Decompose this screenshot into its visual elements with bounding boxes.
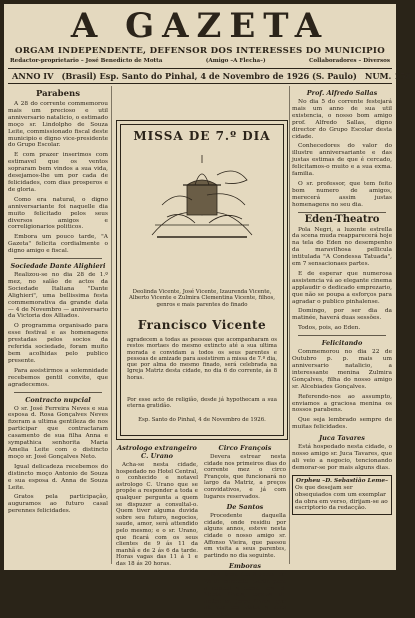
article-paragraph: Pelo trem das 8 horas, de 28 do corrente, partiu para a capital a exma. sra. d. Maria Gama, esposa do amigo sr. Jorge Gama, que ali vae em visita a seus parentes. <box>204 572 286 618</box>
newspaper-page <box>4 4 412 618</box>
funeral-thanks: Por esse acto de religião, desde já hypothecam a sua eterna gratidão. <box>127 397 277 410</box>
heading-santos: De Santos <box>226 503 264 512</box>
funeral-invitation: agradecem a todas as pessoas que acompanharam os restos mortaes do mesmo extincto até a sua ultima morada e convidam a todos os seus parentes e pessoas de amizade para assistirem a missa de 7.º dia, que por alma do mesmo finado, será celebrada na Igreja Matriz desta cidade, no dia 6 do corrente, ás 8 horas. <box>127 337 277 381</box>
article-paragraph: Igual delicadeza recebemos do distincto moço Antonio de Souza e sua esposa d. Anna de Souza Leite. <box>8 463 108 491</box>
issue-infobar <box>8 68 412 84</box>
article-paragraph: Gratos pela participação, auguramos ao futuro casal perennes felicidades. <box>8 494 108 515</box>
bottom-center-section <box>116 442 286 618</box>
article-paragraph: O sr. professor, que tem feito bom numero de amigos, merecerá assim justas homenagens no seu dia. <box>292 180 392 208</box>
heading-parabens: Parabens <box>36 89 80 99</box>
section-rule <box>14 392 102 393</box>
section-rule <box>298 335 386 336</box>
article-paragraph: Acha-se nesta cidade, hospedado no Hotel Central, o conhecido e notavel astrologo C. Urano que se propõe a responder a toda e qualquer pergunta a quem se dispuzer a consultal-o. Quem tiver alguma duvida sobre seu futuro, negocios, saude, amor, será attendido pelo mesmo; e o sr. Urano, que ficará com os seus clientes de 9 ás 11 da manhã e de 2 ás 6 da tarde. Horas vagas das 11 á 1 e das 18 ás 20 horas. <box>116 462 198 567</box>
issue-year: ANNO IV <box>12 71 54 81</box>
article-paragraph: Realizou-se no dia 28 de 1.º mez, no salão de actos da Sociedade Italiana "Dante Alighieri", uma bellissima festa commemorativa da grande data — 4 de Novembro — anniversario da Victoria dos Alliados. <box>8 272 108 320</box>
heading-felicitando: Felicitando <box>321 339 363 348</box>
credits-editor: Redactor-proprietario – José Benedicto de Motta <box>10 58 163 64</box>
column-divider <box>111 86 112 564</box>
issue-location-date: (Brasil) Esp. Santo do Pinhal, 4 de Novembro de 1926 (S. Paulo) <box>61 71 357 81</box>
heading-sociedade: Sociedade Dante Alighieri <box>10 262 106 271</box>
article-paragraph: Devera estrear nesta cidade nos primeiros dias do corrente mez o circo François, que funcionará no largo da Matriz, a preços convidativos, e já com lugares reservados. <box>204 454 286 500</box>
bottom-right-subcolumn <box>204 442 286 618</box>
newspaper-subtitle: ORGAM INDEPENDENTE, DEFENSOR DOS INTERESSES DO MUNICIPIO <box>14 46 386 56</box>
heading-circo: Circo François <box>218 444 272 452</box>
orpheu-text: Os que desejam ser obsequiados com um exemplar da obra em verso, dirijam-se ao escriptorio da redacção. <box>295 484 388 512</box>
column-divider <box>289 86 290 564</box>
newspaper-title: A GAZETA <box>70 6 330 46</box>
heading-emboras: Emboras <box>228 562 261 571</box>
article-paragraph: E de esperar que numerosa assistencia vá ao elegante cinema applaudir o dedicado emprezario, que não se poupa a esforços para agradar o publico pinhalense. <box>292 270 392 305</box>
article-paragraph: Procedente daquella cidade, onde residiu por alguns annos, esteve nesta cidade o nosso amigo sr. Affonso Vieira, que passou em visita a seus parentes, partindo no dia seguinte. <box>204 513 286 559</box>
credits-collaborators: Collaboradores – Diversos <box>308 58 390 64</box>
funeral-urn-illustration <box>147 145 257 243</box>
article-paragraph: O sr. José Ferreira Neves e sua esposa d. Rosa Gonçalves Neves fizeram a ultima gentileza de nos participar que contractaram casamento de sua filha Anna e sympathica senhorita Maria Amelia Leite com o distincto moço sr. José Gonçalves Neto. <box>8 405 108 460</box>
article-paragraph: Que seja lembrado sempre de muitas felicidades. <box>292 417 392 431</box>
orpheu-notice <box>292 475 392 516</box>
orpheu-title: Orpheu –D. Sebastião Leme– <box>296 477 388 484</box>
article-paragraph: No dia 5 do corrente festejará mais um anno de sua util existencia, o nosso bom amigo prof. Alfredo Sallas, digno director do Grupo Escolar desta cidade. <box>292 99 392 140</box>
funeral-notice <box>116 120 288 440</box>
heading-contracto: Contracto nupcial <box>25 395 91 404</box>
article-paragraph: Para assistirmos a solemnidade recebemos gentil convite, que agradecemos. <box>8 367 108 388</box>
funeral-heading: MISSA DE 7.º DIA <box>133 129 271 143</box>
issue-number: NUM. 158 <box>364 71 412 81</box>
left-column <box>8 86 108 564</box>
funeral-footer: Esp. Santo do Pinhal, 4 de Novembro de 1926. <box>138 417 266 423</box>
heading-jovens: Juca Tavares <box>319 434 365 443</box>
deceased-name: Francisco Vicente <box>137 318 267 332</box>
article-paragraph: Está hospedado nesta cidade, o nosso amigo sr. Juca Tavares, que ali veio a negocio, tencionando demorar-se por mais alguns dias. <box>292 444 392 471</box>
credits-line <box>10 58 390 64</box>
article-paragraph: Commemorou no dia 22 de Outubro p. p. mais um anniversario natalicio, a interessante menina Zulmira Gonçalves, filha do nosso amigo sr. Alcebiades Gonçalves. <box>292 349 392 390</box>
heading-eden: Eden-Theatro <box>304 213 380 225</box>
article-paragraph: Embora um pouco tarde, "A Gazeta" felicita cordialmente o digno amigo e fiscal. <box>8 234 108 255</box>
article-paragraph: Conhecedores do valor do illustre anniversariante e das justas estimas de que é cercado, felicitamos-o muito e a sua exma. familia. <box>292 143 392 178</box>
article-paragraph: A 28 do corrente commemorou mais um precioso e util anniversario natalicio, o estimado moço sr. Lindolpho de Souza Leite, commissionado fiscal deste municipio e digno vice-presidente do Grupo Escolar. <box>8 101 108 149</box>
article-paragraph: Referendo-nos ao assumpto, enviamos a graciosa menina os nossos parabens. <box>292 393 392 414</box>
article-paragraph: E com prazer inserimos com estimavel que os ventos sopraram bem vindos a sua vida, desejamos-lhe um por cada de felicidades, com dias prosperos e de gloria. <box>8 152 108 193</box>
article-paragraph: Pola Negri, a luzente estrella da scena muda reapparecerá hoje na tela do Eden no desempenho da maravilhosa pellicula intitulada "A Condessa Tatuada", em 7 sensacionaes partes. <box>292 226 392 268</box>
credits-alias: (Amigo –A Flecha–) <box>205 58 266 64</box>
heading-astrologo: Astrologo extrangeiro C. Urano <box>117 444 197 460</box>
article-paragraph: O programma organisado para esse festival e as homenagens prestadas pelos socios da referida sociedade, foram muito bem acolhidas pelo publico presente. <box>8 323 108 364</box>
masthead <box>4 8 396 56</box>
article-paragraph: Domingo, por ser dia da matinée, haverá duas sessões. <box>292 308 392 322</box>
bottom-left-subcolumn <box>116 442 198 567</box>
article-paragraph: Como era natural, o digno anniversariante foi naquelle dia muito felicitado pelos seus diversos amigos e correligionarios politicos. <box>8 196 108 231</box>
article-paragraph: Todos, pois, ao Eden. <box>298 325 361 332</box>
section-rule <box>14 258 102 259</box>
right-column <box>292 86 392 564</box>
heading-alfredo: Prof. Alfredo Sallas <box>306 89 378 97</box>
section-rule <box>298 212 386 213</box>
funeral-relatives: Deolinda Vicente, José Vicente, Izaurenda Vicente, Alberto Vicente e Zulmira Clementina Vicente, filhos, genros e mais parentes do finado <box>128 289 276 308</box>
